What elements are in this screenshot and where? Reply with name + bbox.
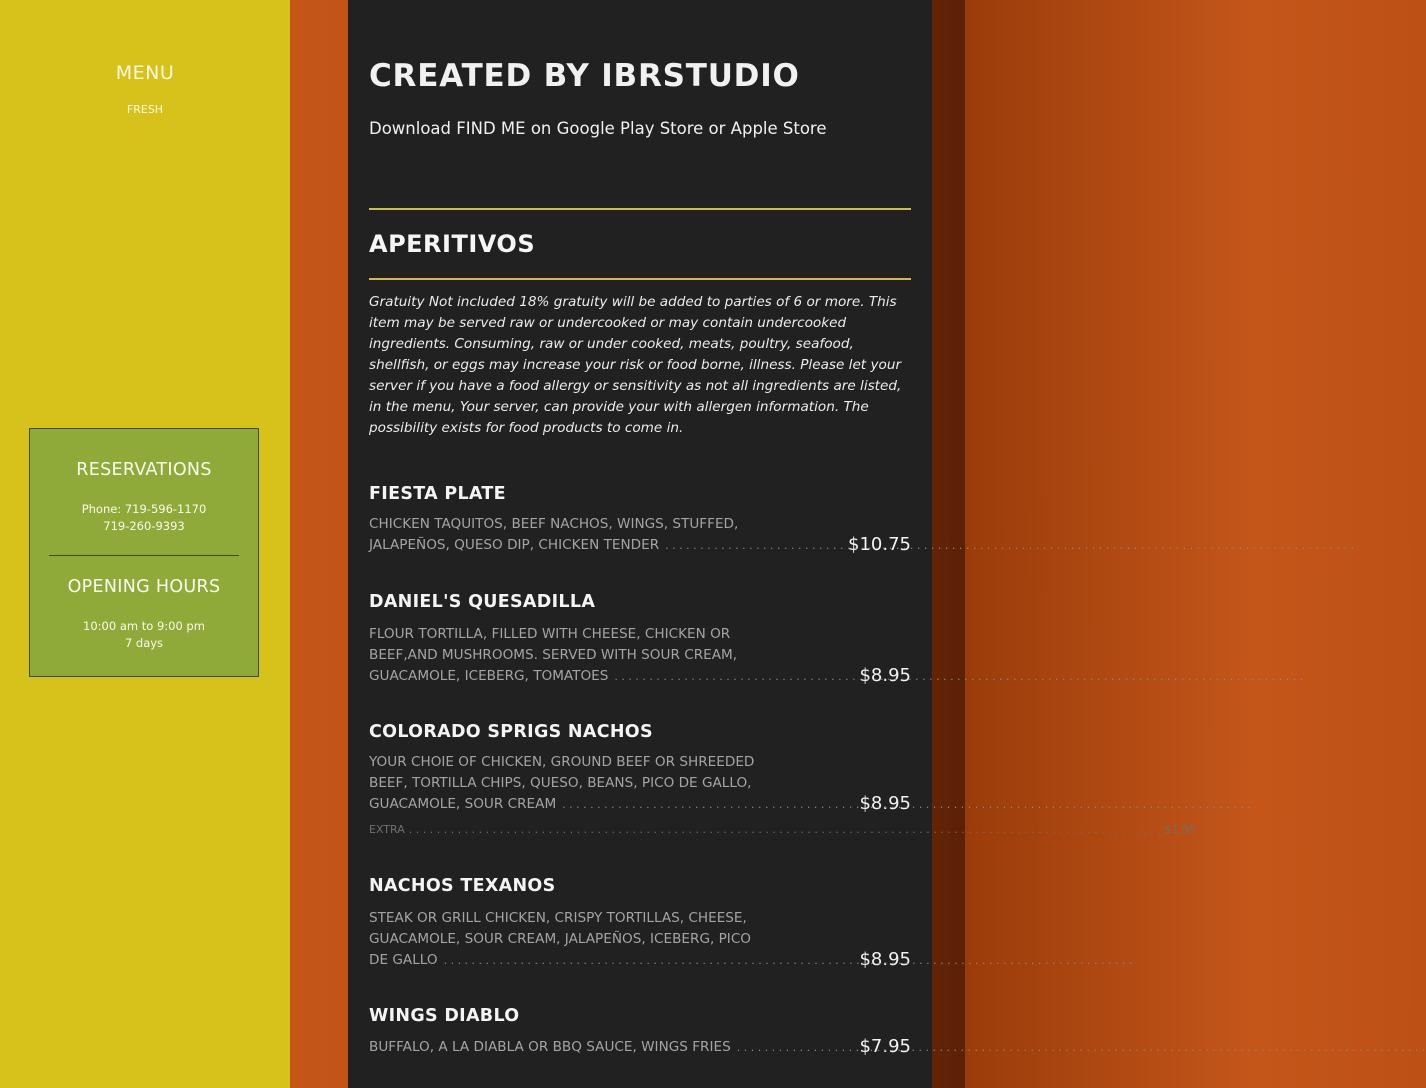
item-price: $10.75 bbox=[848, 534, 911, 555]
phone-line-1: Phone: 719-596-1170 bbox=[81, 502, 207, 516]
hours-time: 10:00 am to 9:00 pm bbox=[83, 619, 205, 633]
disclaimer-text: Gratuity Not included 18% gratuity will be added to parties of 6 or more. This item may be served raw or undercooked or may contain undercooked ingredients. Consuming, raw or under cooked, meats, poultry, seafood, shellfish, or eggs may increase your risk or food borne, illness. Please let your server if you have a food allergy or sensitivity as not all ingredients are listed, in the menu, Your server, can provide your with allergen information. The possibility exists for food products to come in. bbox=[369, 294, 902, 436]
item-description: YOUR CHOIE OF CHICKEN, GROUND BEEF OR SHREEDED BEEF, TORTILLA CHIPS, QUESO, BEANS, PICO DE GALLO, GUACAMOLE, SOUR CREAM . . . bbox=[369, 754, 754, 812]
section-title: APERITIVOS bbox=[369, 230, 536, 258]
item-description: STEAK OR GRILL CHICKEN, CRISPY TORTILLAS, CHEESE, GUACAMOLE, SOUR CREAM, JALAPEÑOS, ICEBERG, PICO DE GALLO . . . bbox=[369, 910, 751, 968]
opening-hours bbox=[30, 618, 258, 652]
item-description: BUFFALO, A LA DIABLA OR BBQ SAUCE, WINGS FRIES . . . bbox=[369, 1039, 731, 1055]
menu-item bbox=[369, 1006, 911, 1058]
menu-item bbox=[369, 876, 911, 971]
item-row bbox=[369, 908, 911, 971]
item-description-wrap bbox=[369, 752, 853, 815]
item-name: COLORADO SPRIGS NACHOS bbox=[369, 722, 653, 742]
item-description-wrap bbox=[369, 514, 842, 556]
page-subtitle: Download FIND ME on Google Play Store or Apple Store bbox=[369, 119, 827, 138]
menu-subtitle[interactable]: FRESH bbox=[126, 103, 164, 116]
item-row bbox=[369, 514, 911, 556]
item-description: FLOUR TORTILLA, FILLED WITH CHEESE, CHICKEN OR BEEF,AND MUSHROOMS. SERVED WITH SOUR CREAM, GUACAMOLE, ICEBERG, TOMATOES . . . bbox=[369, 626, 737, 684]
extra-row bbox=[369, 823, 1196, 836]
item-name: NACHOS TEXANOS bbox=[369, 876, 556, 896]
item-row bbox=[369, 1036, 911, 1058]
item-description-wrap bbox=[369, 624, 853, 687]
page-title: CREATED BY IBRSTUDIO bbox=[369, 58, 800, 94]
menu-item bbox=[369, 484, 911, 556]
info-box bbox=[29, 428, 259, 677]
item-description-wrap bbox=[369, 1037, 853, 1058]
reservations-phones bbox=[30, 501, 258, 535]
menu-item bbox=[369, 592, 911, 687]
extra-label: EXTRA bbox=[369, 823, 405, 836]
extra-leader: . . . . . . . . . . . . . . . . . . . . . . . . . . . . . . . . . . . . . . . . . . . . . . . . . . . . . . . . . . . . . . . . . . . . . . . . . . . . . . . . . . . . . . . . . . . . . . . . . . . . . . . . . . . . bbox=[408, 823, 1161, 836]
section-rule-top bbox=[369, 208, 911, 210]
extra-price: $1.95 bbox=[1164, 823, 1196, 836]
menu-panel bbox=[348, 0, 1196, 1088]
menu-item bbox=[369, 722, 1196, 836]
item-price: $8.95 bbox=[859, 665, 911, 686]
item-name: WINGS DIABLO bbox=[369, 1006, 520, 1026]
item-row bbox=[369, 752, 911, 815]
info-divider bbox=[49, 555, 239, 556]
item-name: DANIEL'S QUESADILLA bbox=[369, 592, 596, 612]
phone-line-2: 719-260-9393 bbox=[103, 519, 185, 533]
menu-title[interactable]: MENU bbox=[115, 62, 175, 84]
reservations-title: RESERVATIONS bbox=[76, 460, 212, 480]
item-name: FIESTA PLATE bbox=[369, 484, 506, 504]
item-description-wrap bbox=[369, 908, 853, 971]
hours-days: 7 days bbox=[124, 636, 164, 650]
item-price: $7.95 bbox=[859, 1036, 911, 1057]
item-description: CHICKEN TAQUITOS, BEEF NACHOS, WINGS, STUFFED, JALAPEÑOS, QUESO DIP, CHICKEN TENDER . . . bbox=[369, 516, 738, 553]
sidebar bbox=[0, 0, 290, 1088]
opening-hours-title: OPENING HOURS bbox=[67, 577, 221, 597]
item-price: $8.95 bbox=[859, 949, 911, 970]
item-row bbox=[369, 624, 911, 687]
item-price: $8.95 bbox=[859, 793, 911, 814]
section-rule-bottom bbox=[369, 278, 911, 280]
